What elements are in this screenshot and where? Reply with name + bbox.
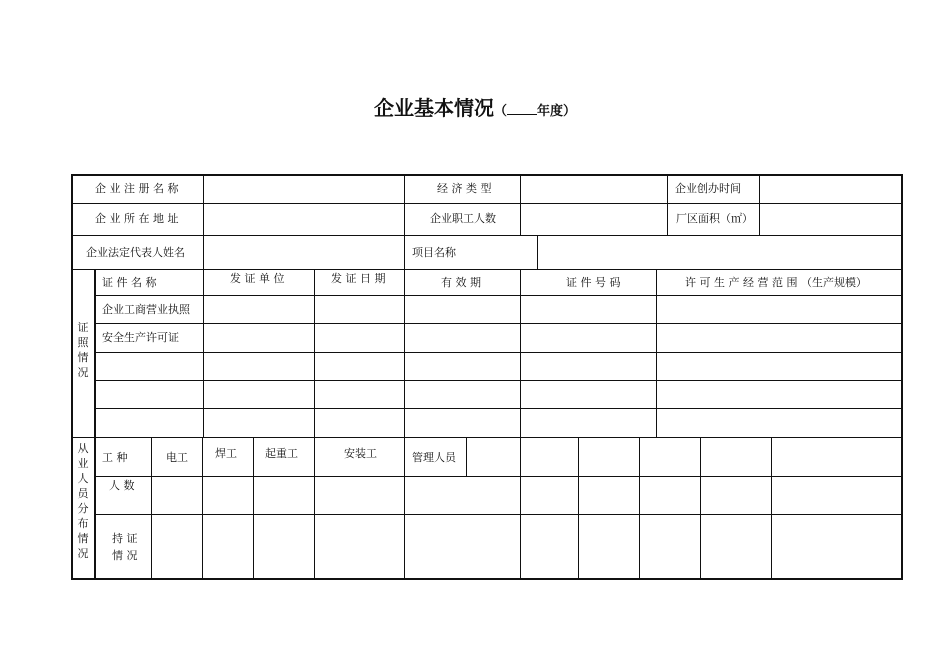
header-cert-name: 证 件 名 称 bbox=[102, 276, 157, 289]
col-line bbox=[203, 174, 204, 269]
col-line bbox=[202, 437, 203, 579]
label-project: 项目名称 bbox=[412, 246, 456, 259]
row-line bbox=[71, 235, 902, 236]
header-cert-number: 证 件 号 码 bbox=[566, 276, 621, 289]
col-line bbox=[771, 437, 772, 579]
label-econ-type: 经 济 类 型 bbox=[437, 182, 492, 195]
license-row-safety: 安全生产许可证 bbox=[102, 331, 179, 344]
col-line bbox=[404, 437, 405, 579]
col-line bbox=[466, 437, 467, 476]
col-line bbox=[404, 174, 405, 235]
col-line bbox=[537, 235, 538, 269]
staff-section-label: 从业人员分布情况 bbox=[77, 442, 89, 560]
label-worker-type: 工 种 bbox=[102, 451, 128, 464]
row-line bbox=[95, 380, 902, 381]
label-legal-rep: 企业法定代表人姓名 bbox=[86, 246, 185, 259]
label-reg-name: 企 业 注 册 名 称 bbox=[95, 182, 179, 195]
border-bottom bbox=[71, 578, 902, 580]
row-line bbox=[95, 514, 902, 515]
title-main: 企业基本情况 bbox=[373, 96, 494, 120]
title-open: （ bbox=[493, 104, 507, 119]
title-year-suffix: 年度） bbox=[537, 104, 577, 119]
col-line bbox=[253, 437, 254, 579]
label-address: 企 业 所 在 地 址 bbox=[95, 212, 179, 225]
label-founded: 企业创办时间 bbox=[675, 182, 741, 195]
col-line bbox=[759, 174, 760, 235]
row-line bbox=[95, 295, 902, 296]
row-line bbox=[71, 203, 902, 204]
col-line bbox=[700, 437, 701, 579]
col-line bbox=[520, 437, 521, 579]
col-line bbox=[578, 437, 579, 579]
header-issuer: 发 证 单 位 bbox=[230, 272, 285, 285]
row-line bbox=[95, 352, 902, 353]
col-line bbox=[151, 437, 152, 579]
row-line bbox=[95, 323, 902, 324]
type-electrician: 电工 bbox=[166, 451, 188, 464]
border-left bbox=[71, 174, 73, 580]
header-validity: 有 效 期 bbox=[441, 276, 481, 289]
col-line bbox=[404, 269, 405, 437]
col-line bbox=[656, 269, 657, 437]
header-scope: 许 可 生 产 经 营 范 围 （生产规模） bbox=[685, 276, 867, 289]
col-line bbox=[314, 437, 315, 579]
col-line bbox=[314, 269, 315, 437]
col-line bbox=[667, 174, 668, 235]
col-line bbox=[203, 269, 204, 437]
label-area: 厂区面积（㎡） bbox=[676, 212, 753, 225]
col-line bbox=[520, 174, 521, 235]
license-section-label: 证照情况 bbox=[77, 321, 89, 379]
row-line bbox=[95, 476, 902, 477]
label-staff-count: 企业职工人数 bbox=[430, 212, 496, 225]
row-line bbox=[95, 408, 902, 409]
section-divider bbox=[94, 269, 96, 580]
border-right bbox=[901, 174, 903, 580]
type-management: 管理人员 bbox=[412, 451, 456, 464]
row-line bbox=[71, 437, 902, 438]
col-line bbox=[639, 437, 640, 579]
col-line bbox=[404, 235, 405, 269]
type-welder: 焊工 bbox=[215, 447, 237, 460]
license-row-business: 企业工商营业执照 bbox=[102, 303, 190, 316]
row-line bbox=[71, 269, 902, 270]
type-crane-operator: 起重工 bbox=[265, 447, 298, 460]
label-headcount: 人 数 bbox=[109, 479, 135, 492]
label-certified: 持 证 情 况 bbox=[112, 532, 138, 562]
header-issue-date: 发 证 日 期 bbox=[331, 272, 386, 285]
border-top bbox=[71, 174, 902, 176]
type-installer: 安装工 bbox=[344, 447, 377, 460]
col-line bbox=[520, 269, 521, 437]
